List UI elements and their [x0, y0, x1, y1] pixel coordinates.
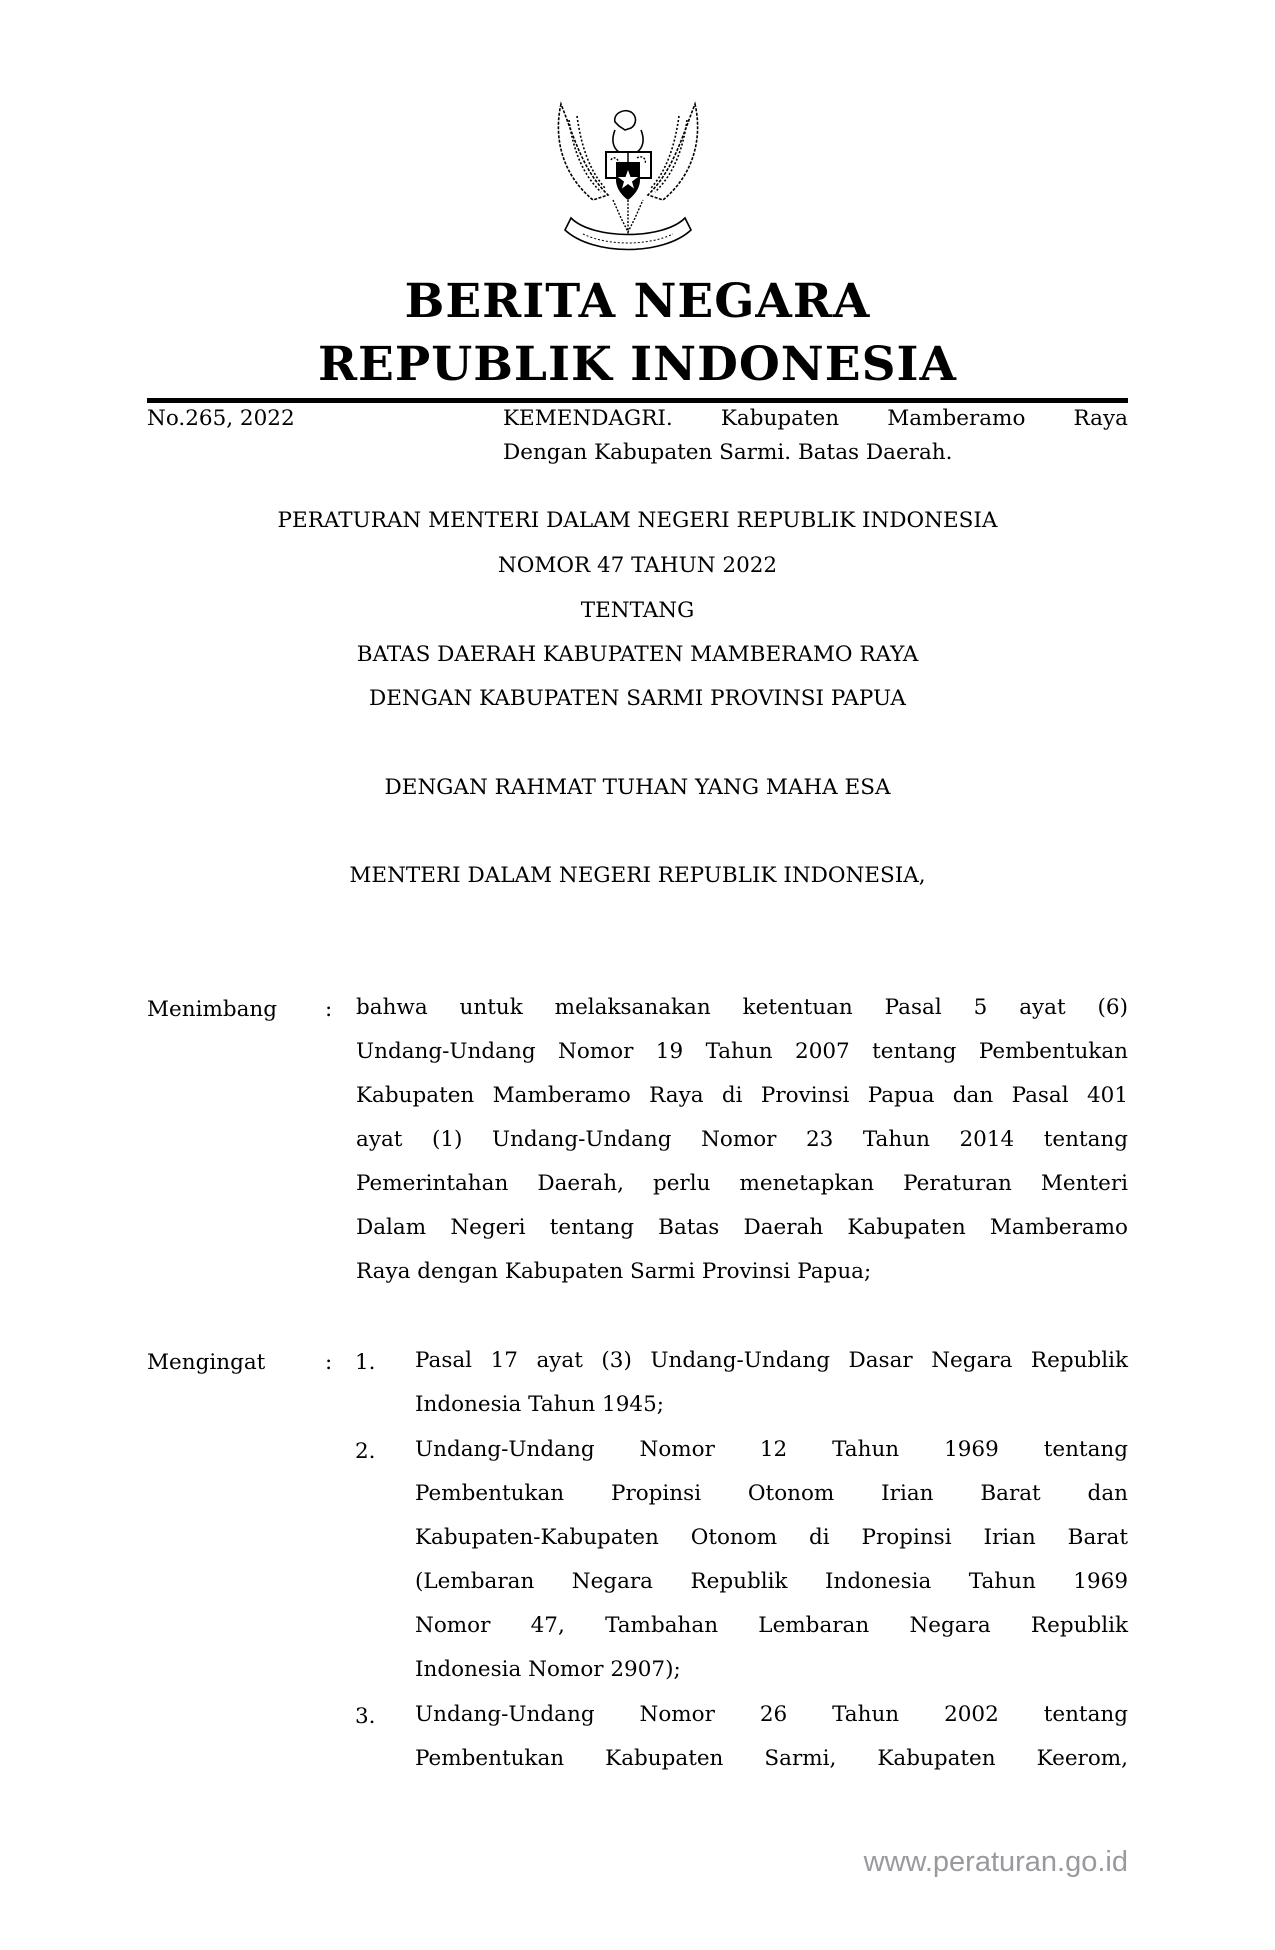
- gazette-number: No.265, 2022: [147, 406, 295, 431]
- gazette-subject: [503, 408, 1128, 463]
- mengingat-colon: :: [325, 1350, 333, 1375]
- menimbang-line: Kabupaten Mamberamo Raya di Provinsi Papua dan Pasal 401: [356, 1083, 1128, 1108]
- mengingat-item-line: Kabupaten-Kabupaten Otonom di Propinsi Irian Barat: [415, 1525, 1128, 1550]
- subject-word: Raya: [1073, 406, 1128, 431]
- subject-word: KEMENDAGRI.: [503, 406, 673, 431]
- mengingat-item-line: Pembentukan Propinsi Otonom Irian Barat dan: [415, 1481, 1128, 1506]
- mengingat-label: Mengingat: [147, 1350, 266, 1375]
- subject-word: Mamberamo: [887, 406, 1026, 431]
- regulation-title: PERATURAN MENTERI DALAM NEGERI REPUBLIK INDONESIA: [277, 508, 998, 533]
- header-rule: [147, 398, 1128, 403]
- menimbang-line: Raya dengan Kabupaten Sarmi Provinsi Papua;: [356, 1259, 872, 1284]
- menimbang-line: Dalam Negeri tentang Batas Daerah Kabupaten Mamberamo: [356, 1215, 1128, 1240]
- subject-word: Kabupaten: [720, 406, 840, 431]
- regulation-number: NOMOR 47 TAHUN 2022: [497, 553, 778, 578]
- mengingat-item-line: Nomor 47, Tambahan Lembaran Negara Republik: [415, 1613, 1128, 1638]
- subject-line2: Dengan Kabupaten Sarmi. Batas Daerah.: [503, 439, 953, 465]
- menimbang-label: Menimbang: [147, 997, 278, 1022]
- mengingat-item-number: 1.: [355, 1350, 376, 1375]
- mengingat-item-line: Undang-Undang Nomor 26 Tahun 2002 tentang: [415, 1702, 1128, 1727]
- menimbang-line: Pemerintahan Daerah, perlu menetapkan Peraturan Menteri: [356, 1171, 1128, 1196]
- source-url-watermark[interactable]: www.peraturan.go.id: [863, 1846, 1128, 1878]
- issuing-authority: MENTERI DALAM NEGERI REPUBLIK INDONESIA,: [349, 863, 926, 888]
- regulation-subject-line2: DENGAN KABUPATEN SARMI PROVINSI PAPUA: [369, 686, 906, 711]
- menimbang-line: Undang-Undang Nomor 19 Tahun 2007 tentang Pembentukan: [356, 1039, 1128, 1064]
- invocation: DENGAN RAHMAT TUHAN YANG MAHA ESA: [384, 775, 891, 800]
- garuda-emblem-icon: [553, 100, 703, 260]
- mengingat-item-line: Pasal 17 ayat (3) Undang-Undang Dasar Negara Republik: [415, 1348, 1128, 1373]
- gazette-title-line1: BERITA NEGARA: [404, 274, 871, 329]
- menimbang-line: bahwa untuk melaksanakan ketentuan Pasal 5 ayat (6): [356, 995, 1128, 1020]
- gazette-title-line2: REPUBLIK INDONESIA: [317, 337, 957, 392]
- menimbang-colon: :: [325, 997, 333, 1022]
- menimbang-line: ayat (1) Undang-Undang Nomor 23 Tahun 2014 tentang: [356, 1127, 1128, 1152]
- regulation-subject-line1: BATAS DAERAH KABUPATEN MAMBERAMO RAYA: [356, 642, 919, 667]
- mengingat-item-number: 3.: [355, 1704, 376, 1729]
- mengingat-item-line: Pembentukan Kabupaten Sarmi, Kabupaten Keerom,: [415, 1746, 1128, 1771]
- regulation-about: TENTANG: [580, 598, 695, 623]
- mengingat-item-line: Indonesia Tahun 1945;: [415, 1392, 665, 1417]
- mengingat-item-line: Indonesia Nomor 2907);: [415, 1657, 681, 1682]
- mengingat-item-line: Undang-Undang Nomor 12 Tahun 1969 tentang: [415, 1437, 1128, 1462]
- mengingat-item-number: 2.: [355, 1439, 376, 1464]
- mengingat-item-line: (Lembaran Negara Republik Indonesia Tahun 1969: [415, 1569, 1128, 1594]
